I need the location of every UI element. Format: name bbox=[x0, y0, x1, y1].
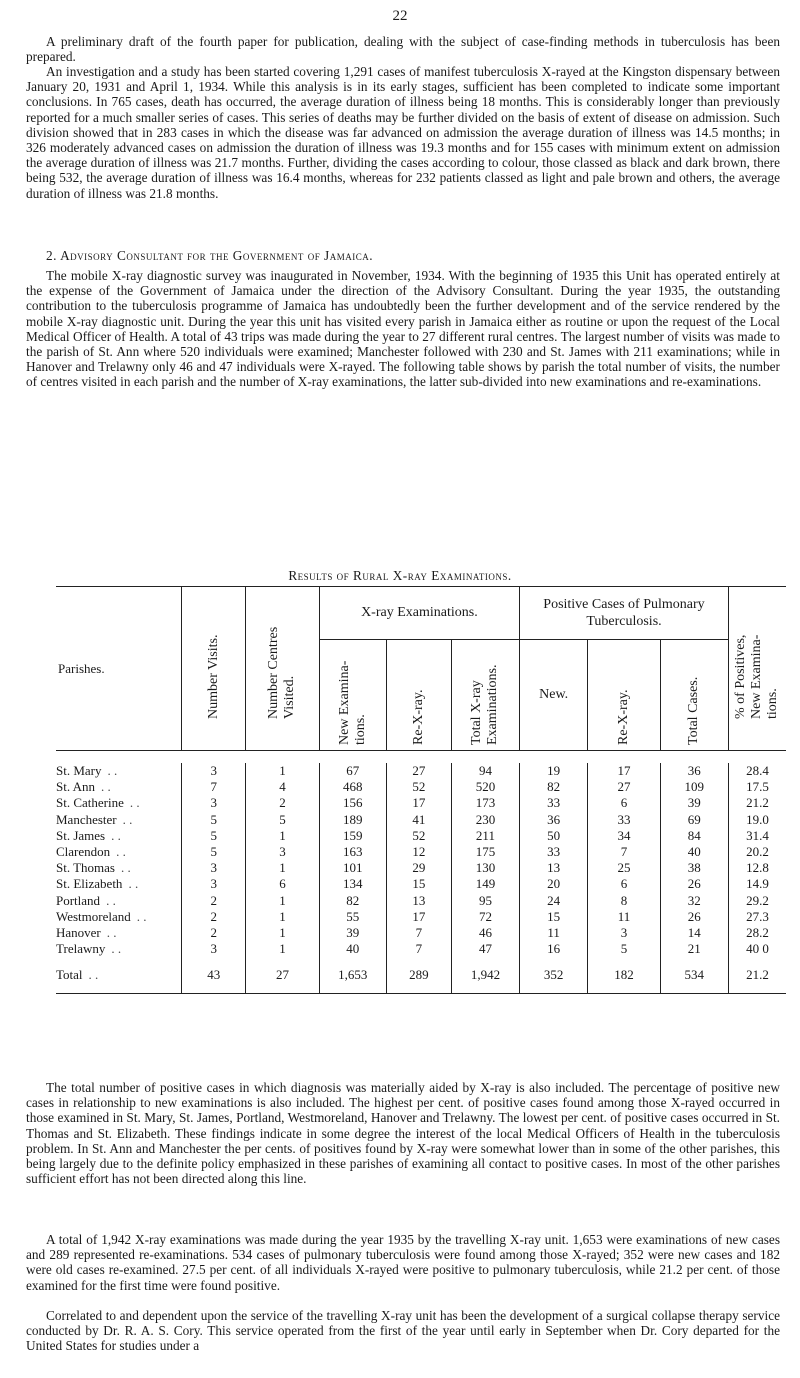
cell-pos-rexray: 25 bbox=[588, 860, 660, 876]
cell-new-exam: 468 bbox=[319, 779, 386, 795]
col-header-total-exam bbox=[451, 640, 519, 751]
cell-centres: 6 bbox=[246, 876, 320, 892]
cell-pos-rexray: 33 bbox=[588, 812, 660, 828]
cell-total-exam: 130 bbox=[451, 860, 519, 876]
col-header-rexray bbox=[386, 640, 451, 751]
cell-centres: 1 bbox=[246, 925, 320, 941]
cell-pos-rexray: 8 bbox=[588, 893, 660, 909]
cell-new-exam: 55 bbox=[319, 909, 386, 925]
cell-visits: 5 bbox=[182, 812, 246, 828]
cell-total-cases: 109 bbox=[660, 779, 728, 795]
total-pct: 21.2 bbox=[728, 957, 786, 994]
cell-rexray: 52 bbox=[386, 828, 451, 844]
cell-total-exam: 95 bbox=[451, 893, 519, 909]
cell-new-exam: 82 bbox=[319, 893, 386, 909]
col-header-total-cases-text: Total Cases. bbox=[686, 676, 702, 745]
col-header-visits bbox=[182, 587, 246, 751]
group-header-positive: Positive Cases of Pulmonary Tuberculosis. bbox=[520, 587, 729, 640]
paragraph-positive-cases: The total number of positive cases in which diagnosis was materially aided by X-ray is also included. The percentage of positive new cases in relationship to new examinations is also included. The highest per cent. of positive cases found among those X-rayed occurred in those examined in St. Mary, St. James, Portland, Westmoreland, Hanover and Trelawny. The lowest per cent. of positive cases occurred in St. Thomas and St. Elizabeth. These findings indicate in some degree the interest of the local Medical Officers of Health in the tuberculosis problem. In St. Ann and Manchester the per cents. of positives found by X-ray were somewhat lower than in some of the other parishes, this being largely due to the definite policy emphasized in these parishes of examining all contact to positive cases. In most of the other parishes sufficient effort has not been directed along this line. bbox=[26, 1080, 780, 1187]
total-new: 352 bbox=[520, 957, 588, 994]
total-label: Total bbox=[56, 967, 83, 983]
group-header-xray: X-ray Examinations. bbox=[319, 587, 519, 640]
cell-rexray: 13 bbox=[386, 893, 451, 909]
table-row: Hanover . . 2 1 39 7 46 11 3 14 28.2 bbox=[56, 925, 786, 941]
cell-pct: 29.2 bbox=[728, 893, 786, 909]
cell-new: 16 bbox=[520, 941, 588, 957]
col-header-total-exam-text: Total X-ray Examinations. bbox=[469, 664, 501, 745]
parish-name: St. James bbox=[56, 827, 106, 843]
table-row: St. Thomas . . 3 1 101 29 130 13 25 38 12.8 bbox=[56, 860, 786, 876]
col-header-new: New. bbox=[520, 640, 588, 751]
parish-name: Portland bbox=[56, 892, 101, 908]
table-row: St. Ann . . 7 4 468 52 520 82 27 109 17.5 bbox=[56, 779, 786, 795]
cell-visits: 3 bbox=[182, 941, 246, 957]
cell-visits: 7 bbox=[182, 779, 246, 795]
parish-name: St. Thomas bbox=[56, 860, 115, 876]
cell-centres: 3 bbox=[246, 844, 320, 860]
parish-name: St. Elizabeth bbox=[56, 876, 123, 892]
cell-visits: 2 bbox=[182, 909, 246, 925]
cell-total-cases: 39 bbox=[660, 795, 728, 811]
paragraph-investigation: An investigation and a study has been started covering 1,291 cases of manifest tuberculosis X-rayed at the Kingston dispensary between January 20, 1931 and April 1, 1934. While this analysis is in its early stages, sufficient has been completed to indicate some important conclusions. In 765 cases, death has occurred, the average duration of illness being 18 months. This is considerably longer than previously reported for a much smaller series of cases. This series of deaths may be further divided on the basis of extent of disease on admission. Such division showed that in 283 cases in which the disease was far advanced on admission the average duration of illness was 14.5 months; in 326 moderately advanced cases on admission the duration of illness was 19.3 months and for 155 cases with minimum extent on admission the average duration of illness was 21.7 months. Further, dividing the cases according to colour, those classed as black and dark brown, there being 532, the average duration of illness was 16.4 months, whereas for 232 patients classed as light and pale brown and others, the average duration of illness was 21.8 months. bbox=[26, 64, 780, 201]
cell-visits: 3 bbox=[182, 763, 246, 779]
cell-total-cases: 69 bbox=[660, 812, 728, 828]
cell-rexray: 7 bbox=[386, 925, 451, 941]
cell-pct: 14.9 bbox=[728, 876, 786, 892]
table-title-text: Results of Rural X-ray Examinations. bbox=[288, 568, 512, 583]
cell-rexray: 41 bbox=[386, 812, 451, 828]
cell-pos-rexray: 6 bbox=[588, 876, 660, 892]
cell-visits: 3 bbox=[182, 795, 246, 811]
total-visits: 43 bbox=[182, 957, 246, 994]
cell-total-exam: 175 bbox=[451, 844, 519, 860]
total-rexray: 289 bbox=[386, 957, 451, 994]
rural-xray-results-table bbox=[56, 586, 786, 994]
parish-name: St. Mary bbox=[56, 763, 102, 779]
cell-pct: 12.8 bbox=[728, 860, 786, 876]
table-title bbox=[0, 568, 800, 584]
cell-pos-rexray: 7 bbox=[588, 844, 660, 860]
cell-new: 11 bbox=[520, 925, 588, 941]
parish-name: Manchester bbox=[56, 811, 117, 827]
cell-pct: 28.4 bbox=[728, 763, 786, 779]
table-row: Portland . . 2 1 82 13 95 24 8 32 29.2 bbox=[56, 893, 786, 909]
cell-visits: 2 bbox=[182, 925, 246, 941]
cell-visits: 5 bbox=[182, 828, 246, 844]
table-row: Manchester . . 5 5 189 41 230 36 33 69 19.0 bbox=[56, 812, 786, 828]
cell-total-exam: 94 bbox=[451, 763, 519, 779]
cell-new: 50 bbox=[520, 828, 588, 844]
paragraph-totals: A total of 1,942 X-ray examinations was made during the year 1935 by the travelling X-ray unit. 1,653 were examinations of new cases and 289 represented re-examinations. 534 cases of pulmonary tuberculosis were found among those X-rayed; 352 were new cases and 182 were old cases re-examined. 27.5 per cent. of all individuals X-rayed were positive to pulmonary tuberculosis, while 21.2 per cent. of those examined for the first time were found positive. bbox=[26, 1232, 780, 1293]
col-header-parishes: Parishes. bbox=[56, 587, 182, 751]
cell-total-cases: 84 bbox=[660, 828, 728, 844]
section-heading: 2. Advisory Consultant for the Government of Jamaica. bbox=[46, 248, 374, 263]
col-header-visits-text: Number Visits. bbox=[205, 634, 221, 719]
cell-new-exam: 67 bbox=[319, 763, 386, 779]
cell-pct: 20.2 bbox=[728, 844, 786, 860]
col-header-new-exam bbox=[319, 640, 386, 751]
cell-pct: 27.3 bbox=[728, 909, 786, 925]
cell-total-exam: 46 bbox=[451, 925, 519, 941]
cell-pct: 21.2 bbox=[728, 795, 786, 811]
cell-pos-rexray: 3 bbox=[588, 925, 660, 941]
cell-visits: 5 bbox=[182, 844, 246, 860]
cell-centres: 5 bbox=[246, 812, 320, 828]
cell-rexray: 29 bbox=[386, 860, 451, 876]
parish-name: Westmoreland bbox=[56, 908, 131, 924]
total-pos-rexray: 182 bbox=[588, 957, 660, 994]
col-header-new-exam-text: New Examina-tions. bbox=[336, 660, 368, 745]
cell-rexray: 17 bbox=[386, 795, 451, 811]
table-row: Clarendon . . 5 3 163 12 175 33 7 40 20.2 bbox=[56, 844, 786, 860]
cell-new-exam: 134 bbox=[319, 876, 386, 892]
cell-new: 20 bbox=[520, 876, 588, 892]
col-header-rexray-text: Re-X-ray. bbox=[410, 689, 426, 745]
cell-rexray: 17 bbox=[386, 909, 451, 925]
cell-pos-rexray: 5 bbox=[588, 941, 660, 957]
cell-new: 19 bbox=[520, 763, 588, 779]
cell-new: 33 bbox=[520, 844, 588, 860]
cell-new-exam: 101 bbox=[319, 860, 386, 876]
cell-new-exam: 189 bbox=[319, 812, 386, 828]
cell-total-cases: 26 bbox=[660, 909, 728, 925]
table-row: St. Elizabeth . . 3 6 134 15 149 20 6 26 14.9 bbox=[56, 876, 786, 892]
table-row: St. Catherine . . 3 2 156 17 173 33 6 39 21.2 bbox=[56, 795, 786, 811]
paragraph-mobile-xray: The mobile X-ray diagnostic survey was inaugurated in November, 1934. With the beginning of 1935 this Unit has operated entirely at the expense of the Government of Jamaica under the direction of the Advisory Consultant. During the year 1935, the outstanding contribution to the tuberculosis programme of Jamaica has undoubtedly been the further development and of the service rendered by the mobile X-ray diagnostic unit. During the year this unit has visited every parish in Jamaica either as routine or upon the request of the Local Medical Officer of Health. A total of 43 trips was made during the year to 27 different rural centres. The largest number of visits was made to the parish of St. Ann where 520 individuals were examined; Manchester followed with 230 and St. James with 211 examinations; while in Hanover and Trelawny only 46 and 47 individuals were X-rayed. The following table shows by parish the total number of visits, the number of centres visited in each parish and the number of X-ray examinations, the latter sub-divided into new examinations and re-examinations. bbox=[26, 268, 780, 390]
cell-new-exam: 163 bbox=[319, 844, 386, 860]
parish-name: Hanover bbox=[56, 924, 101, 940]
cell-centres: 1 bbox=[246, 860, 320, 876]
parish-name: Trelawny bbox=[56, 941, 106, 957]
cell-total-exam: 230 bbox=[451, 812, 519, 828]
total-total-cases: 534 bbox=[660, 957, 728, 994]
cell-total-cases: 40 bbox=[660, 844, 728, 860]
cell-visits: 2 bbox=[182, 893, 246, 909]
cell-centres: 1 bbox=[246, 909, 320, 925]
cell-pos-rexray: 6 bbox=[588, 795, 660, 811]
page-number: 22 bbox=[392, 8, 408, 24]
cell-new: 36 bbox=[520, 812, 588, 828]
cell-rexray: 27 bbox=[386, 763, 451, 779]
cell-visits: 3 bbox=[182, 876, 246, 892]
cell-new: 33 bbox=[520, 795, 588, 811]
cell-pct: 40 0 bbox=[728, 941, 786, 957]
table-row: St. James . . 5 1 159 52 211 50 34 84 31.4 bbox=[56, 828, 786, 844]
col-header-centres bbox=[246, 587, 320, 751]
cell-new-exam: 159 bbox=[319, 828, 386, 844]
cell-pct: 28.2 bbox=[728, 925, 786, 941]
cell-total-exam: 520 bbox=[451, 779, 519, 795]
cell-pos-rexray: 11 bbox=[588, 909, 660, 925]
total-centres: 27 bbox=[246, 957, 320, 994]
cell-pct: 19.0 bbox=[728, 812, 786, 828]
table-row: St. Mary . . 3 1 67 27 94 19 17 36 28.4 bbox=[56, 763, 786, 779]
col-header-pct-text: % of Positives, New Examina-tions. bbox=[733, 634, 781, 719]
cell-new-exam: 40 bbox=[319, 941, 386, 957]
cell-centres: 2 bbox=[246, 795, 320, 811]
cell-total-cases: 38 bbox=[660, 860, 728, 876]
cell-total-cases: 14 bbox=[660, 925, 728, 941]
cell-rexray: 12 bbox=[386, 844, 451, 860]
cell-rexray: 7 bbox=[386, 941, 451, 957]
col-header-total-cases bbox=[660, 640, 728, 751]
cell-total-cases: 26 bbox=[660, 876, 728, 892]
cell-new-exam: 156 bbox=[319, 795, 386, 811]
cell-total-exam: 72 bbox=[451, 909, 519, 925]
cell-new: 15 bbox=[520, 909, 588, 925]
cell-total-exam: 149 bbox=[451, 876, 519, 892]
parish-name: St. Ann bbox=[56, 779, 96, 795]
paragraph-collapse-therapy: Correlated to and dependent upon the service of the travelling X-ray unit has been the development of a surgical collapse therapy service conducted by Dr. R. A. S. Cory. This service operated from the first of the year until early in September when Dr. Cory departed for the United States for studies under a bbox=[26, 1308, 780, 1354]
cell-centres: 1 bbox=[246, 893, 320, 909]
cell-centres: 4 bbox=[246, 779, 320, 795]
cell-pos-rexray: 17 bbox=[588, 763, 660, 779]
cell-total-exam: 211 bbox=[451, 828, 519, 844]
cell-new: 82 bbox=[520, 779, 588, 795]
cell-centres: 1 bbox=[246, 941, 320, 957]
paragraph-draft-paper: A preliminary draft of the fourth paper for publication, dealing with the subject of case-finding methods in tuberculosis has been prepared. bbox=[26, 34, 780, 65]
cell-pos-rexray: 27 bbox=[588, 779, 660, 795]
cell-total-exam: 47 bbox=[451, 941, 519, 957]
cell-new: 24 bbox=[520, 893, 588, 909]
total-new-exam: 1,653 bbox=[319, 957, 386, 994]
col-header-centres-text: Number Centres Visited. bbox=[266, 626, 298, 719]
total-total-exam: 1,942 bbox=[451, 957, 519, 994]
table-total-row: Total . . 43 27 1,653 289 1,942 352 182 534 21.2 bbox=[56, 957, 786, 994]
parish-name: St. Catherine bbox=[56, 795, 124, 811]
cell-pos-rexray: 34 bbox=[588, 828, 660, 844]
table-row: Westmoreland . . 2 1 55 17 72 15 11 26 27.3 bbox=[56, 909, 786, 925]
cell-pct: 31.4 bbox=[728, 828, 786, 844]
cell-centres: 1 bbox=[246, 828, 320, 844]
cell-new: 13 bbox=[520, 860, 588, 876]
cell-rexray: 15 bbox=[386, 876, 451, 892]
cell-new-exam: 39 bbox=[319, 925, 386, 941]
col-header-pct bbox=[728, 587, 786, 751]
cell-total-cases: 36 bbox=[660, 763, 728, 779]
cell-centres: 1 bbox=[246, 763, 320, 779]
col-header-pos-rexray-text: Re-X-ray. bbox=[615, 689, 631, 745]
cell-total-cases: 32 bbox=[660, 893, 728, 909]
cell-total-cases: 21 bbox=[660, 941, 728, 957]
parish-name: Clarendon bbox=[56, 844, 111, 860]
cell-rexray: 52 bbox=[386, 779, 451, 795]
table-row: Trelawny . . 3 1 40 7 47 16 5 21 40 0 bbox=[56, 941, 786, 957]
col-header-pos-rexray bbox=[588, 640, 660, 751]
cell-pct: 17.5 bbox=[728, 779, 786, 795]
cell-total-exam: 173 bbox=[451, 795, 519, 811]
cell-visits: 3 bbox=[182, 860, 246, 876]
